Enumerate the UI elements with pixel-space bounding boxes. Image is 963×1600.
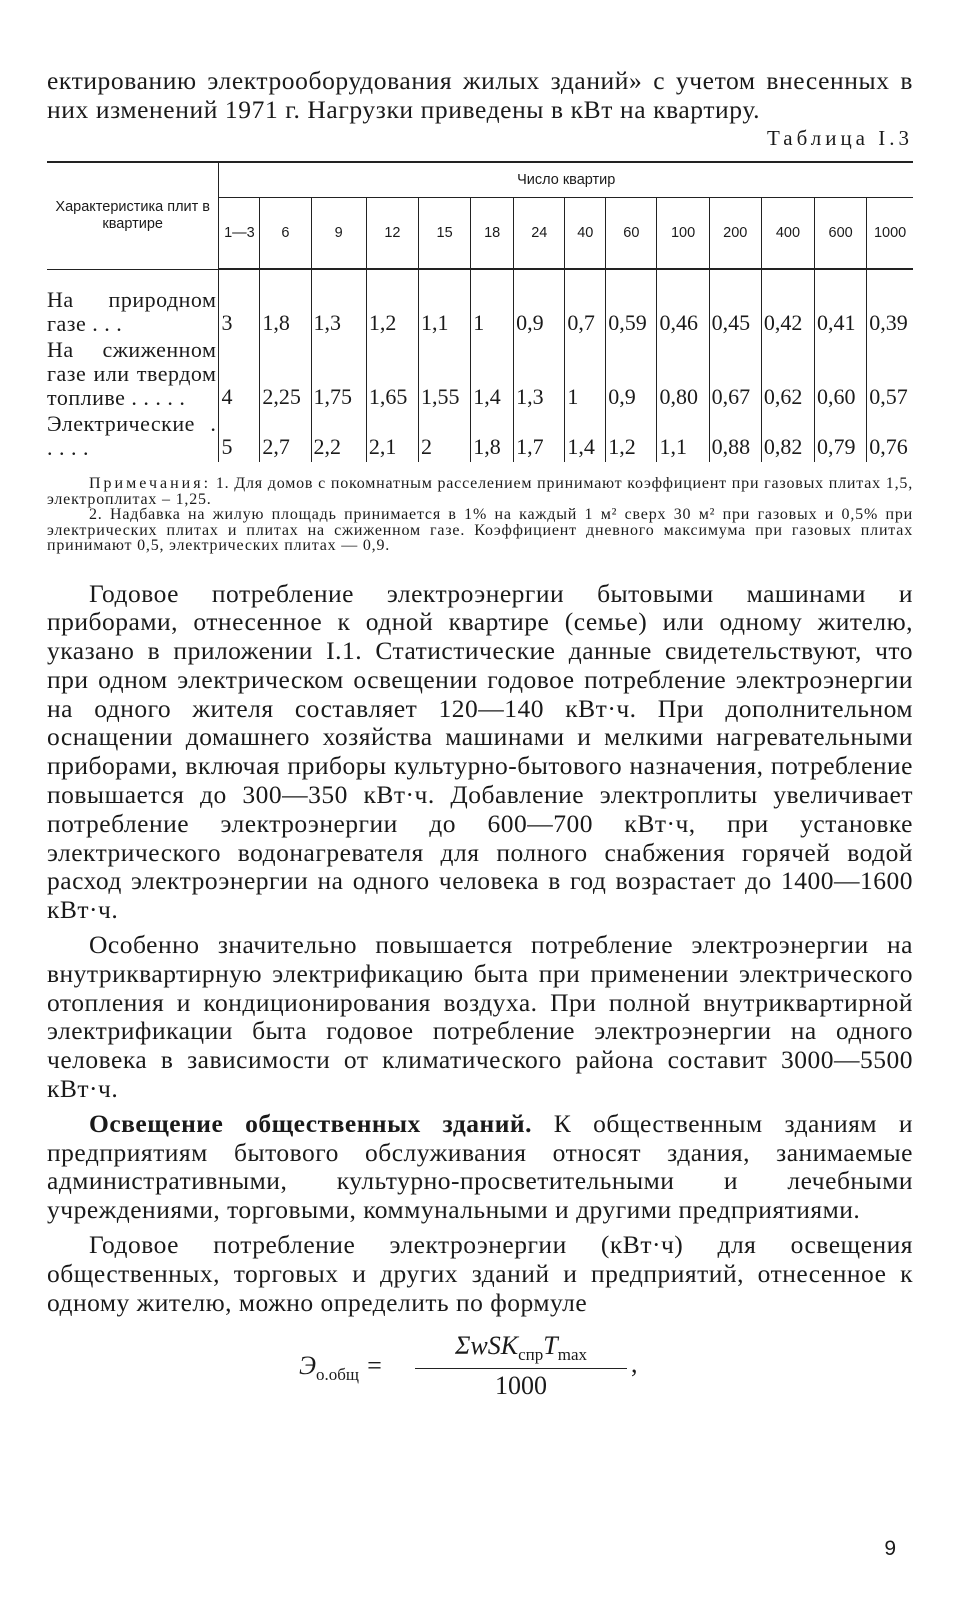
table-cell: 4 bbox=[219, 338, 260, 412]
table-notes bbox=[47, 476, 913, 554]
row-label: Электрические . . . . . bbox=[47, 412, 219, 462]
row-label: На природном газе . . . bbox=[47, 288, 219, 338]
table-cell: 1,8 bbox=[471, 412, 514, 462]
load-table bbox=[47, 161, 913, 462]
table-row bbox=[47, 288, 913, 338]
table-cell: 2,2 bbox=[311, 412, 366, 462]
table-cell: 0,60 bbox=[815, 338, 867, 412]
paragraph-formula-intro: Годовое потребление электроэнергии (кВт·ч) для освещения общественных, торговых и других зданий и предприятий, отнесенное к одному жителю, можно определить по формуле bbox=[47, 1230, 913, 1317]
table-cell: 0,42 bbox=[761, 288, 814, 338]
table-cell: 1,2 bbox=[606, 412, 657, 462]
table-row bbox=[47, 338, 913, 412]
table-cell: 0,67 bbox=[709, 338, 761, 412]
formula-lhs: $Э_{о.общ}$ = bbox=[299, 1351, 384, 1385]
formula bbox=[47, 1331, 913, 1400]
table-caption: Таблица I.3 bbox=[766, 126, 913, 150]
page-number: 9 bbox=[884, 1537, 896, 1560]
table-cell: 1 bbox=[565, 338, 606, 412]
note-1: 1. Для домов с покомнатным расселением принимают коэффициент при газовых плитах 1,5, электроплитах – 1,25. bbox=[47, 475, 913, 508]
table-cell: 1,8 bbox=[260, 288, 311, 338]
table-cell: 1,3 bbox=[311, 288, 366, 338]
characteristic-header: Характеристика плит в квартире bbox=[47, 162, 219, 269]
notes-label: Примечания: bbox=[89, 475, 212, 492]
table-cell: 2,1 bbox=[366, 412, 418, 462]
table-cell: 0,9 bbox=[514, 288, 565, 338]
table-cell: 0,45 bbox=[709, 288, 761, 338]
column-header: 40 bbox=[565, 198, 606, 270]
table-cell: 0,76 bbox=[867, 412, 913, 462]
table-cell: 1,2 bbox=[366, 288, 418, 338]
table-cell: 1,55 bbox=[419, 338, 471, 412]
body-text bbox=[47, 580, 913, 1318]
table-cell: 0,57 bbox=[867, 338, 913, 412]
table-cell: 1,75 bbox=[311, 338, 366, 412]
table-cell: 1,65 bbox=[366, 338, 418, 412]
column-header: 18 bbox=[471, 198, 514, 270]
table-cell: 0,62 bbox=[761, 338, 814, 412]
table-cell: 0,46 bbox=[657, 288, 709, 338]
formula-denominator: 1000 bbox=[495, 1370, 547, 1400]
column-header: 60 bbox=[606, 198, 657, 270]
table-cell: 1,7 bbox=[514, 412, 565, 462]
table-cell: 0,41 bbox=[815, 288, 867, 338]
table-spacer-row bbox=[47, 269, 913, 288]
table-cell: 1,3 bbox=[514, 338, 565, 412]
column-header: 100 bbox=[657, 198, 709, 270]
table-cell: 3 bbox=[219, 288, 260, 338]
apartments-count-header: Число квартир bbox=[219, 162, 913, 198]
table-cell: 1,1 bbox=[419, 288, 471, 338]
paragraph-consumption: Годовое потребление электроэнергии бытовыми машинами и приборами, отнесенное к одной квартире (семье) или одному жителю, указано в приложении I.1. Статистические данные свидетельствуют, что при одном электрическом освещении годовое потребление электроэнергии на одного жителя составляет 120—140 кВт·ч. При дополнительном оснащении домашнего хозяйства машинами и мелкими нагревательными приборами, включая приборы культурно-бытового назначения, потребление повышается до 300—350 кВт·ч. Добавление электроплиты увеличивает потребление электроэнергии до 600—700 кВт·ч, при установке электрического водонагревателя для полного снабжения горячей водой расход электроэнергии на одного человека в год возрастает до 1400—1600 кВт·ч. bbox=[47, 578, 913, 925]
table-cell: 1,4 bbox=[471, 338, 514, 412]
table-cell: 0,39 bbox=[867, 288, 913, 338]
formula-fraction bbox=[415, 1331, 627, 1400]
column-header: 1000 bbox=[867, 198, 913, 270]
table-cell: 0,88 bbox=[709, 412, 761, 462]
formula-comma: , bbox=[631, 1349, 638, 1379]
table-cell: 2 bbox=[419, 412, 471, 462]
paragraph-public-buildings bbox=[47, 1110, 913, 1225]
table-cell: 0,7 bbox=[565, 288, 606, 338]
column-header: 6 bbox=[260, 198, 311, 270]
column-header: 12 bbox=[366, 198, 418, 270]
section-heading: Освещение общественных зданий. bbox=[89, 1108, 532, 1138]
column-header: 9 bbox=[311, 198, 366, 270]
page-content bbox=[47, 66, 913, 1400]
table-cell: 5 bbox=[219, 412, 260, 462]
section-heading-text: К общественным зданиям и предприятиям бытового обслуживания относят здания, занимаемые административными, культурно-просветительными и лечебными учреждениями, торговыми, коммунальными и другими предприятиями. bbox=[47, 1108, 913, 1225]
column-header: 24 bbox=[514, 198, 565, 270]
column-header: 400 bbox=[761, 198, 814, 270]
table-cell: 0,79 bbox=[815, 412, 867, 462]
column-header: 1—3 bbox=[219, 198, 260, 270]
table-cell: 2,7 bbox=[260, 412, 311, 462]
table-cell: 0,59 bbox=[606, 288, 657, 338]
table-cell: 1,4 bbox=[565, 412, 606, 462]
column-header: 15 bbox=[419, 198, 471, 270]
table-cell: 0,82 bbox=[761, 412, 814, 462]
table-cell: 0,80 bbox=[657, 338, 709, 412]
intro-paragraph: ектированию электрооборудования жилых зданий» с учетом внесенных в них изменений 1971 г. Нагрузки приведены в кВт на квартиру. bbox=[47, 66, 913, 124]
row-label: На сжиженном газе или твердом топливе . . . . . bbox=[47, 338, 219, 412]
table-cell: 0,9 bbox=[606, 338, 657, 412]
column-header: 200 bbox=[709, 198, 761, 270]
column-header: 600 bbox=[815, 198, 867, 270]
table-cell: 2,25 bbox=[260, 338, 311, 412]
note-2: 2. Надбавка на жилую площадь принимается в 1% на каждый 1 м² сверх 30 м² при газовых и 0,5% при электрических плитах и плитах на сжиженном газе. Коэффициент дневного максимума при газовых плитах принимают 0,5, электрических плитах — 0,9. bbox=[47, 506, 913, 554]
table-row bbox=[47, 412, 913, 462]
table-cell: 1,1 bbox=[657, 412, 709, 462]
formula-numerator: $\Sigma wSK_{спр}T_{max}$ bbox=[415, 1331, 627, 1368]
table-cell: 1 bbox=[471, 288, 514, 338]
paragraph-heating: Особенно значительно повышается потребление электроэнергии на внутриквартирную электрификацию быта при применении электрического отопления и кондиционирования воздуха. При полной внутриквартирной электрификации быта годовое потребление электроэнергии на одного человека в зависимости от климатического района составит 3000—5500 кВт·ч. bbox=[47, 930, 913, 1104]
